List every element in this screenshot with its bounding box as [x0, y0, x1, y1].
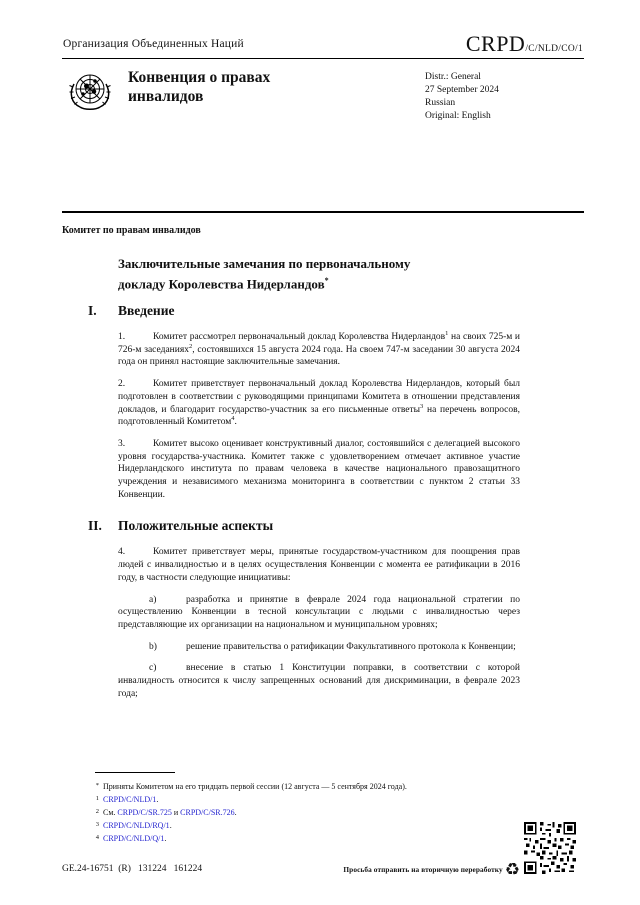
document-symbol-link[interactable]: CRPD/C/NLD/RQ/1: [103, 821, 170, 830]
text-run: Приняты Комитетом на его тридцать первой сессии (12 августа — 5 сентября 2024 года).: [103, 782, 407, 791]
text-run: Комитет высоко оценивает конструктивный диалог, состоявшийся с делегацией высокого уровня государства-участника. Комитет также с удовлетворением отмечает активное участие Нидерландского института по правам человека в качестве национального правозащитного учреждения и независимого механизма мониторинга в соответствии с пунктом 2 статьи 33 Конвенции.: [118, 438, 520, 500]
document-symbol-link[interactable]: CRPD/C/NLD/Q/1: [103, 834, 165, 843]
footnote-separator: [95, 772, 175, 773]
footnote-ref: 4: [231, 415, 235, 423]
distr-line: Original: English: [425, 111, 491, 121]
text-run: на своих 725-м и 726-м заседаниях: [118, 332, 520, 355]
footnote-text: [103, 780, 520, 793]
section-heading: [62, 303, 520, 319]
footnote-ref: 3: [420, 402, 424, 410]
document-title: [118, 255, 518, 292]
footnote-text: [103, 832, 520, 845]
document-symbol: [466, 31, 583, 57]
distr-line: Russian: [425, 98, 456, 108]
body-paragraph: [62, 662, 520, 700]
convention-title-line2: инвалидов: [128, 88, 204, 105]
text-run: .: [169, 821, 172, 830]
footnote-text: [103, 793, 520, 806]
document-title-line1: Заключительные замечания по первоначальному: [118, 256, 411, 271]
body-paragraph: [62, 641, 520, 654]
text-run: на перечень вопросов, подготовленный Комитетом: [118, 404, 521, 428]
document-symbol-link[interactable]: CRPD/C/NLD/1: [103, 795, 157, 804]
paragraph-number: c): [149, 663, 157, 674]
text-run: и: [171, 808, 181, 817]
footnote-marker: *: [95, 782, 99, 789]
text-run: , состоявшихся 15 августа 2024 года. На своем 747-м заседании 30 августа 2024 года он принял настоящие заключительные замечания.: [118, 344, 521, 368]
body-paragraph: [62, 378, 520, 429]
footnote: [90, 819, 520, 832]
text-run: решение правительства о ратификации Факультативного протокола к Конвенции;: [186, 641, 516, 652]
section-heading: [62, 518, 520, 534]
masthead-rule: [62, 211, 584, 213]
paragraph-number: 1.: [118, 332, 126, 342]
ge-code: GE.24-16751 (R) 131224 161224: [62, 864, 203, 874]
paragraph-number: a): [149, 594, 157, 605]
qr-code: [524, 822, 576, 874]
convention-title: [128, 68, 270, 106]
recycle-line: [330, 861, 520, 878]
recycle-text: Просьба отправить на вторичную переработку: [343, 865, 503, 874]
convention-title-line1: Конвенция о правах: [128, 69, 271, 86]
recycle-icon: ♻: [504, 860, 520, 879]
org-name: Организация Объединенных Наций: [63, 38, 244, 50]
document-symbol-link[interactable]: CRPD/C/SR.726: [180, 808, 235, 817]
text-run: .: [234, 808, 237, 817]
header-rule: [62, 58, 584, 59]
text-run: внесение в статью 1 Конституции поправки, в соответствии с которой инвалидность относится к числу запрещенных оснований для дискриминации, в феврале 2023 года;: [118, 663, 520, 699]
section-title: Положительные аспекты: [118, 518, 274, 534]
footnotes: [90, 780, 520, 845]
footnote-marker: 1: [95, 795, 99, 802]
footnote-text: [103, 819, 520, 832]
distr-line: 27 September 2024: [425, 85, 499, 95]
section-number: II.: [88, 518, 102, 534]
text-run: Комитет рассмотрел первоначальный доклад Королевства Нидерландов: [153, 332, 446, 342]
footnote-ref: 2: [188, 342, 193, 350]
document-symbol-main: CRPD: [465, 31, 526, 56]
paragraph-number: b): [149, 641, 157, 652]
footnote: [90, 793, 520, 806]
footnote-marker: 4: [95, 834, 99, 841]
text-run: .: [156, 795, 159, 804]
text-run: См.: [103, 808, 118, 817]
section-number: I.: [88, 303, 97, 318]
text-run: Комитет приветствует меры, принятые государством-участником для поощрения прав людей с инвалидностью и в целях осуществления Конвенции с момента ее ратификации в 2016 году, в частности следующие инициативы:: [118, 547, 520, 583]
footnote: [90, 780, 520, 793]
text-run: Комитет приветствует первоначальный доклад Королевства Нидерландов, который был подготовлен в соответствии с руководящими принципами Комитета в отношении представления докладов, и благодарит государство-участник за его письменные ответы: [118, 379, 520, 415]
un-emblem-icon: [65, 67, 115, 121]
paragraph-number: 2.: [118, 379, 126, 390]
footnote-marker: 3: [95, 821, 99, 828]
document-symbol-suffix: /C/NLD/CO/1: [525, 44, 583, 54]
section-title: Введение: [118, 303, 175, 318]
text-run: .: [234, 417, 237, 428]
body-paragraph: [62, 438, 520, 502]
footnote-marker: 2: [95, 808, 99, 815]
footnote: [90, 832, 520, 845]
document-title-line2: докладу Королевства Нидерландов: [118, 276, 325, 292]
body-paragraph: [62, 546, 520, 584]
footnote-ref: 1: [445, 329, 449, 337]
text-run: .: [164, 834, 167, 843]
distribution-block: [425, 71, 499, 123]
title-footnote-ref: *: [324, 276, 329, 285]
document-symbol-link[interactable]: CRPD/C/SR.725: [117, 808, 172, 817]
text-run: разработка и принятие в феврале 2024 года национальной стратегии по осуществлению Конвенции в тесной консультации с людьми с инвалидностью через представляющие их организации на национальном и муниципальном уровнях;: [118, 594, 520, 630]
paragraph-number: 3.: [118, 438, 126, 449]
body-paragraph: [62, 594, 520, 632]
distr-line: Distr.: General: [425, 72, 481, 82]
body-paragraph: [62, 331, 520, 369]
paragraph-number: 4.: [118, 547, 126, 558]
footnote-text: [103, 806, 520, 819]
body-content: [62, 303, 520, 709]
committee-name: Комитет по правам инвалидов: [62, 225, 201, 236]
footnote: [90, 806, 520, 819]
